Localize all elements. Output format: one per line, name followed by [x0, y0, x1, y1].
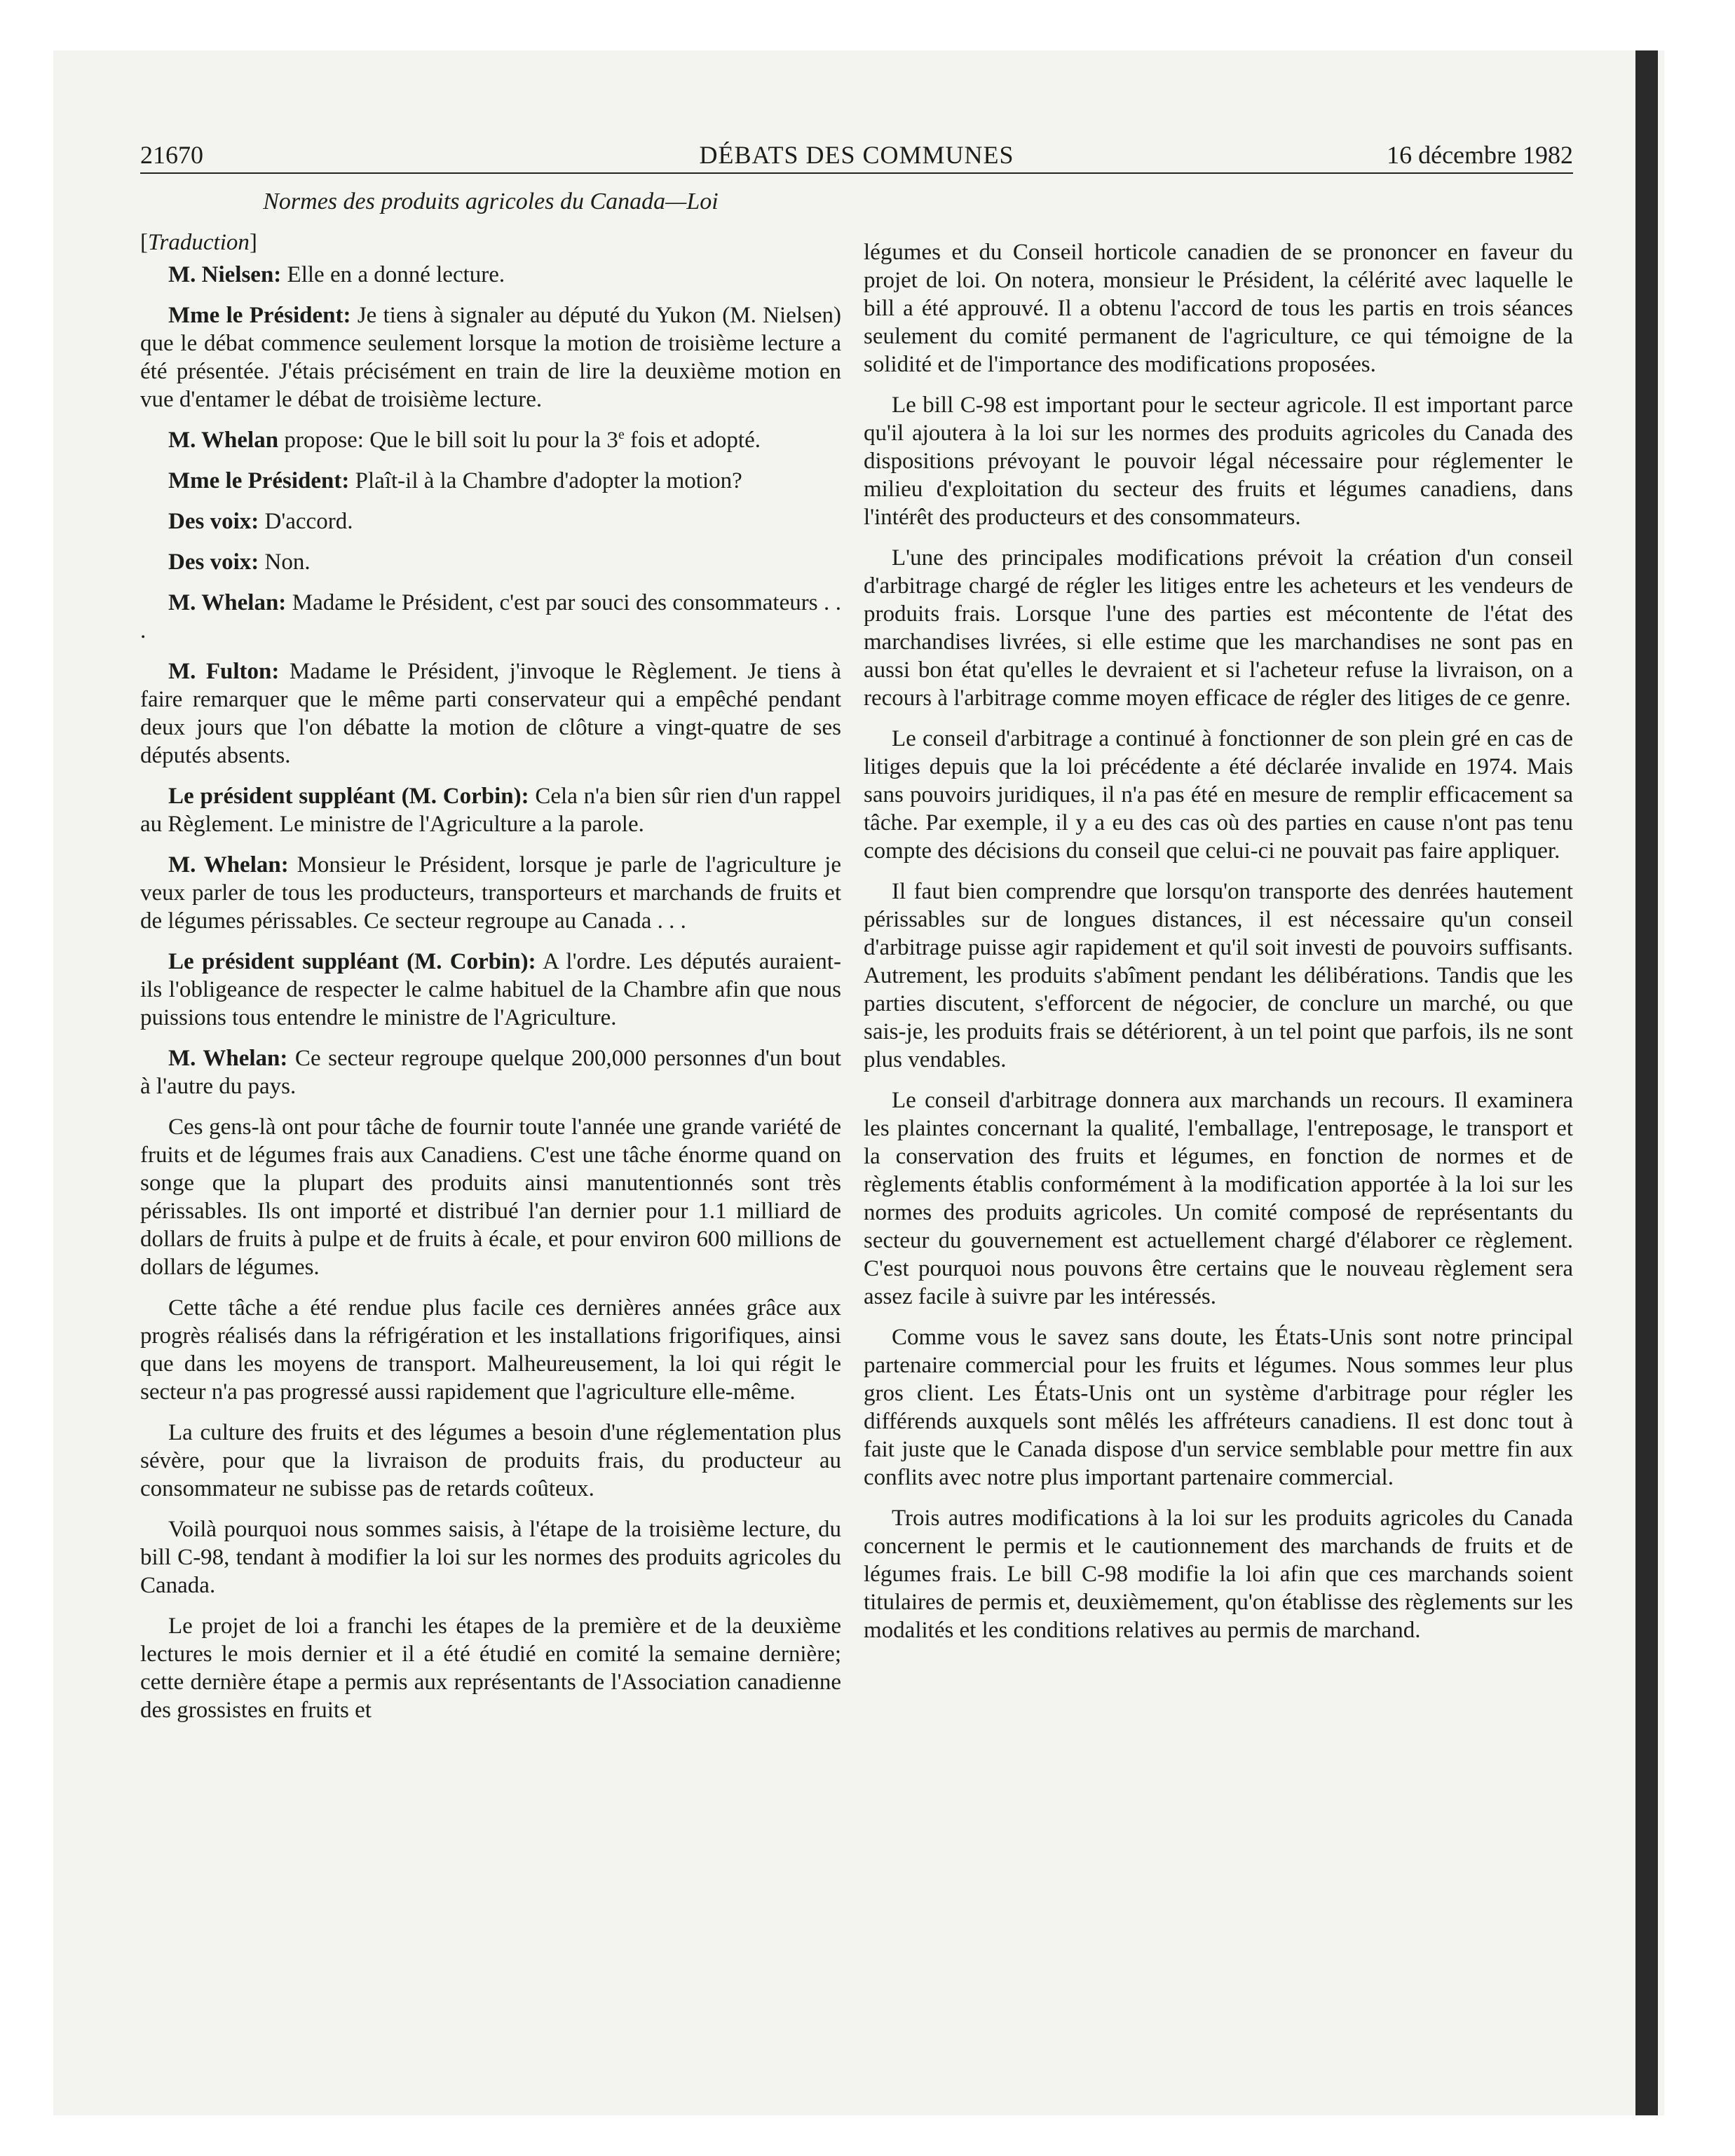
paragraph-text: Madame le Président, c'est par souci des consommateurs . . .: [140, 590, 841, 643]
right-paragraphs: [864, 238, 1573, 1644]
paragraph: Le conseil d'arbitrage donnera aux marchands un recours. Il examinera les plaintes concernant la qualité, l'emballage, l'entreposage, le transport et la conservation des fruits et légumes, en fonction de normes et de règlements établis conformément à la modification apportée à la loi sur les normes des produits agricoles. Un comité composé de représentants du secteur du gouvernement est actuellement chargé d'élaborer ce règlement. C'est pourquoi nous pouvons être certains que le nouveau règlement sera assez facile à suivre par les intéressés.: [864, 1088, 1573, 1309]
speaker-name: M. Nielsen:: [168, 262, 282, 287]
ordinal-superscript: e: [618, 427, 625, 442]
paragraph: [140, 589, 841, 645]
speaker-name: Le président suppléant (M. Corbin):: [168, 949, 536, 974]
translation-note: [Traduction]: [140, 230, 257, 255]
paragraph: Comme vous le savez sans doute, les États-Unis sont notre principal partenaire commercial pour les fruits et légumes. Nous sommes leur plus gros client. Les États-Unis ont un système d'arbitrage pour régler les différends auxquels sont mêlés les affréteurs canadiens. Il est donc tout à fait juste que le Canada dispose d'un service semblable pour mettre fin aux conflits avec notre plus important partenaire commercial.: [864, 1325, 1573, 1490]
paragraph: Trois autres modifications à la loi sur les produits agricoles du Canada concernent le permis et le cautionnement des marchands de fruits et de légumes frais. Le bill C-98 modifie la loi afin que ces marchands soient titulaires de permis et, deuxièmement, qu'on établisse des règlements sur les modalités et les conditions relatives au permis de marchand.: [864, 1506, 1573, 1643]
paragraph: [140, 1294, 841, 1406]
paragraph-text-cont: fois et adopté.: [624, 428, 761, 453]
speaker-name: Des voix:: [168, 509, 259, 534]
publication-date: 16 décembre 1982: [1387, 141, 1573, 169]
paragraph: légumes et du Conseil horticole canadien de se prononcer en faveur du projet de loi. On notera, monsieur le Président, la célérité avec laquelle le bill a été approuvé. Il a obtenu l'accord de tous les partis en trois séances seulement du comité permanent de l'agriculture, ce qui témoigne de la solidité et de l'importance des modifications proposées.: [864, 240, 1573, 377]
paragraph: [140, 1515, 841, 1599]
paragraph-text: D'accord.: [259, 509, 353, 534]
paragraph: [140, 426, 841, 454]
speaker-name: Le président suppléant (M. Corbin):: [168, 784, 529, 809]
paragraph: [140, 1612, 841, 1724]
paragraph-text: Madame le Président, j'invoque le Règlement. Je tiens à faire remarquer que le même parti conservateur qui a empêché pendant deux jours que l'on débatte la motion de clôture a vingt-quatre de ses députés absents.: [140, 659, 841, 768]
paragraph: [140, 782, 841, 838]
speaker-name: Mme le Président:: [168, 303, 351, 328]
paragraph: L'une des principales modifications prévoit la création d'un conseil d'arbitrage chargé de régler les litiges entre les acheteurs et les vendeurs de produits frais. Lorsque l'une des parties est mécontente de l'état des marchandises livrées, si elle estime que les marchandises ne sont pas en aussi bon état qu'elles le devraient et si l'acheteur refuse la livraison, on a recours à l'arbitrage comme moyen efficace de régler des litiges de ce genre.: [864, 545, 1573, 711]
paragraph-text: Monsieur le Président, lorsque je parle de l'agriculture je veux parler de tous les producteurs, transporteurs et marchands de fruits et de légumes périssables. Ce secteur regroupe au Canada . . .: [140, 852, 841, 934]
paragraph: [140, 1044, 841, 1100]
publication-title: DÉBATS DES COMMUNES: [699, 141, 1014, 169]
paragraph-text: Le projet de loi a franchi les étapes de la première et de la deuxième lectures le mois dernier et il a été étudié en comité la semaine dernière; cette dernière étape a permis aux représentants de l'Association canadienne des grossistes en fruits et: [140, 1613, 841, 1723]
speaker-name: M. Fulton:: [168, 659, 280, 684]
paragraph-text: Je tiens à signaler au député du Yukon (M. Nielsen) que le débat commence seulement lorsque la motion de troisième lecture a été présentée. J'étais précisément en train de lire la deuxième motion en vue d'entamer le débat de troisième lecture.: [140, 303, 841, 412]
left-column: [140, 188, 841, 1737]
paragraph-text: Plaît-il à la Chambre d'adopter la motion?: [349, 468, 742, 493]
paragraph: [140, 467, 841, 495]
paragraph-text: Cette tâche a été rendue plus facile ces dernières années grâce aux progrès réalisés dans la réfrigération et les installations frigorifiques, ainsi que dans les moyens de transport. Malheureusement, la loi qui régit le secteur n'a pas progressé aussi rapidement que l'agriculture elle-même.: [140, 1295, 841, 1405]
speaker-name: Mme le Président:: [168, 468, 350, 493]
paragraph: [140, 548, 841, 576]
paragraph: Il faut bien comprendre que lorsqu'on transporte des denrées hautement périssables sur de longues distances, il est nécessaire qu'un conseil d'arbitrage puisse agir rapidement et qu'il soit investi de pouvoirs suffisants. Autrement, les produits s'abîment pendant les délibérations. Tandis que les parties discutent, s'efforcent de négocier, de conclure un marché, ou que sais-je, les produits frais se détériorent, à un tel point que parfois, ils ne sont plus vendables.: [864, 879, 1573, 1072]
section-title: Normes des produits agricoles du Canada—Loi: [263, 189, 719, 214]
paragraph: [140, 301, 841, 414]
paragraph-text: Non.: [259, 550, 311, 575]
paragraph: [140, 851, 841, 935]
paragraph: [140, 507, 841, 535]
paragraph-text: Elle en a donné lecture.: [281, 262, 505, 287]
page-edge-bar: [1635, 50, 1658, 2115]
speaker-name: M. Whelan:: [168, 590, 287, 615]
paragraph: [140, 948, 841, 1032]
speaker-name: M. Whelan:: [168, 1046, 288, 1071]
paragraph: [140, 1419, 841, 1503]
paragraph-text: Ce secteur regroupe quelque 200,000 personnes d'un bout à l'autre du pays.: [140, 1046, 841, 1099]
paragraph-text: Cela n'a bien sûr rien d'un rappel au Règlement. Le ministre de l'Agriculture a la parole.: [140, 784, 841, 837]
paragraph: [140, 1113, 841, 1281]
paragraph: Le bill C-98 est important pour le secteur agricole. Il est important parce qu'il ajoutera à la loi sur les normes des produits agricoles du Canada des dispositions prévoyant le pouvoir légal nécessaire pour réglementer le milieu d'exploitation du secteur des fruits et légumes canadiens, dans l'intérêt des producteurs et des consommateurs.: [864, 393, 1573, 530]
speaker-name: M. Whelan: [168, 428, 279, 453]
speaker-name: M. Whelan:: [168, 852, 289, 878]
page-header: [140, 137, 1573, 174]
page-number: 21670: [140, 141, 203, 169]
paragraph-text: Ces gens-là ont pour tâche de fournir toute l'année une grande variété de fruits et de légumes frais aux Canadiens. C'est une tâche énorme quand on songe que la plupart des produits ainsi manutentionnés sont très périssables. Ils ont importé et distribué l'an dernier pour 1.1 milliard de dollars de fruits à pulpe et de fruits à écale, et pour environ 600 millions de dollars de légumes.: [140, 1114, 841, 1280]
paragraph-text: A l'ordre. Les députés auraient-ils l'obligeance de respecter le calme habituel de la Chambre afin que nous puissions tous entendre le ministre de l'Agriculture.: [140, 949, 841, 1030]
paragraph: [140, 657, 841, 770]
speaker-name: Des voix:: [168, 550, 259, 575]
paragraph-text: La culture des fruits et des légumes a besoin d'une réglementation plus sévère, pour que la livraison de produits frais, du producteur au consommateur ne subisse pas de retards coûteux.: [140, 1420, 841, 1501]
paragraph: Le conseil d'arbitrage a continué à fonctionner de son plein gré en cas de litiges depuis que la loi précédente a été déclarée invalide en 1974. Mais sans pouvoirs juridiques, il n'a pas été en mesure de remplir efficacement sa tâche. Par exemple, il y a eu des cas où des parties en cause n'ont pas tenu compte des décisions du conseil que celui-ci ne pouvait pas faire appliquer.: [864, 726, 1573, 864]
paragraph-text: Voilà pourquoi nous sommes saisis, à l'étape de la troisième lecture, du bill C-98, tendant à modifier la loi sur les normes des produits agricoles du Canada.: [140, 1517, 841, 1598]
left-paragraphs: [140, 261, 841, 1724]
paragraph: [140, 261, 841, 289]
paragraph-text: propose: Que le bill soit lu pour la 3: [278, 428, 618, 453]
right-column: [864, 238, 1573, 1657]
translation-note-label: Traduction: [148, 230, 250, 255]
